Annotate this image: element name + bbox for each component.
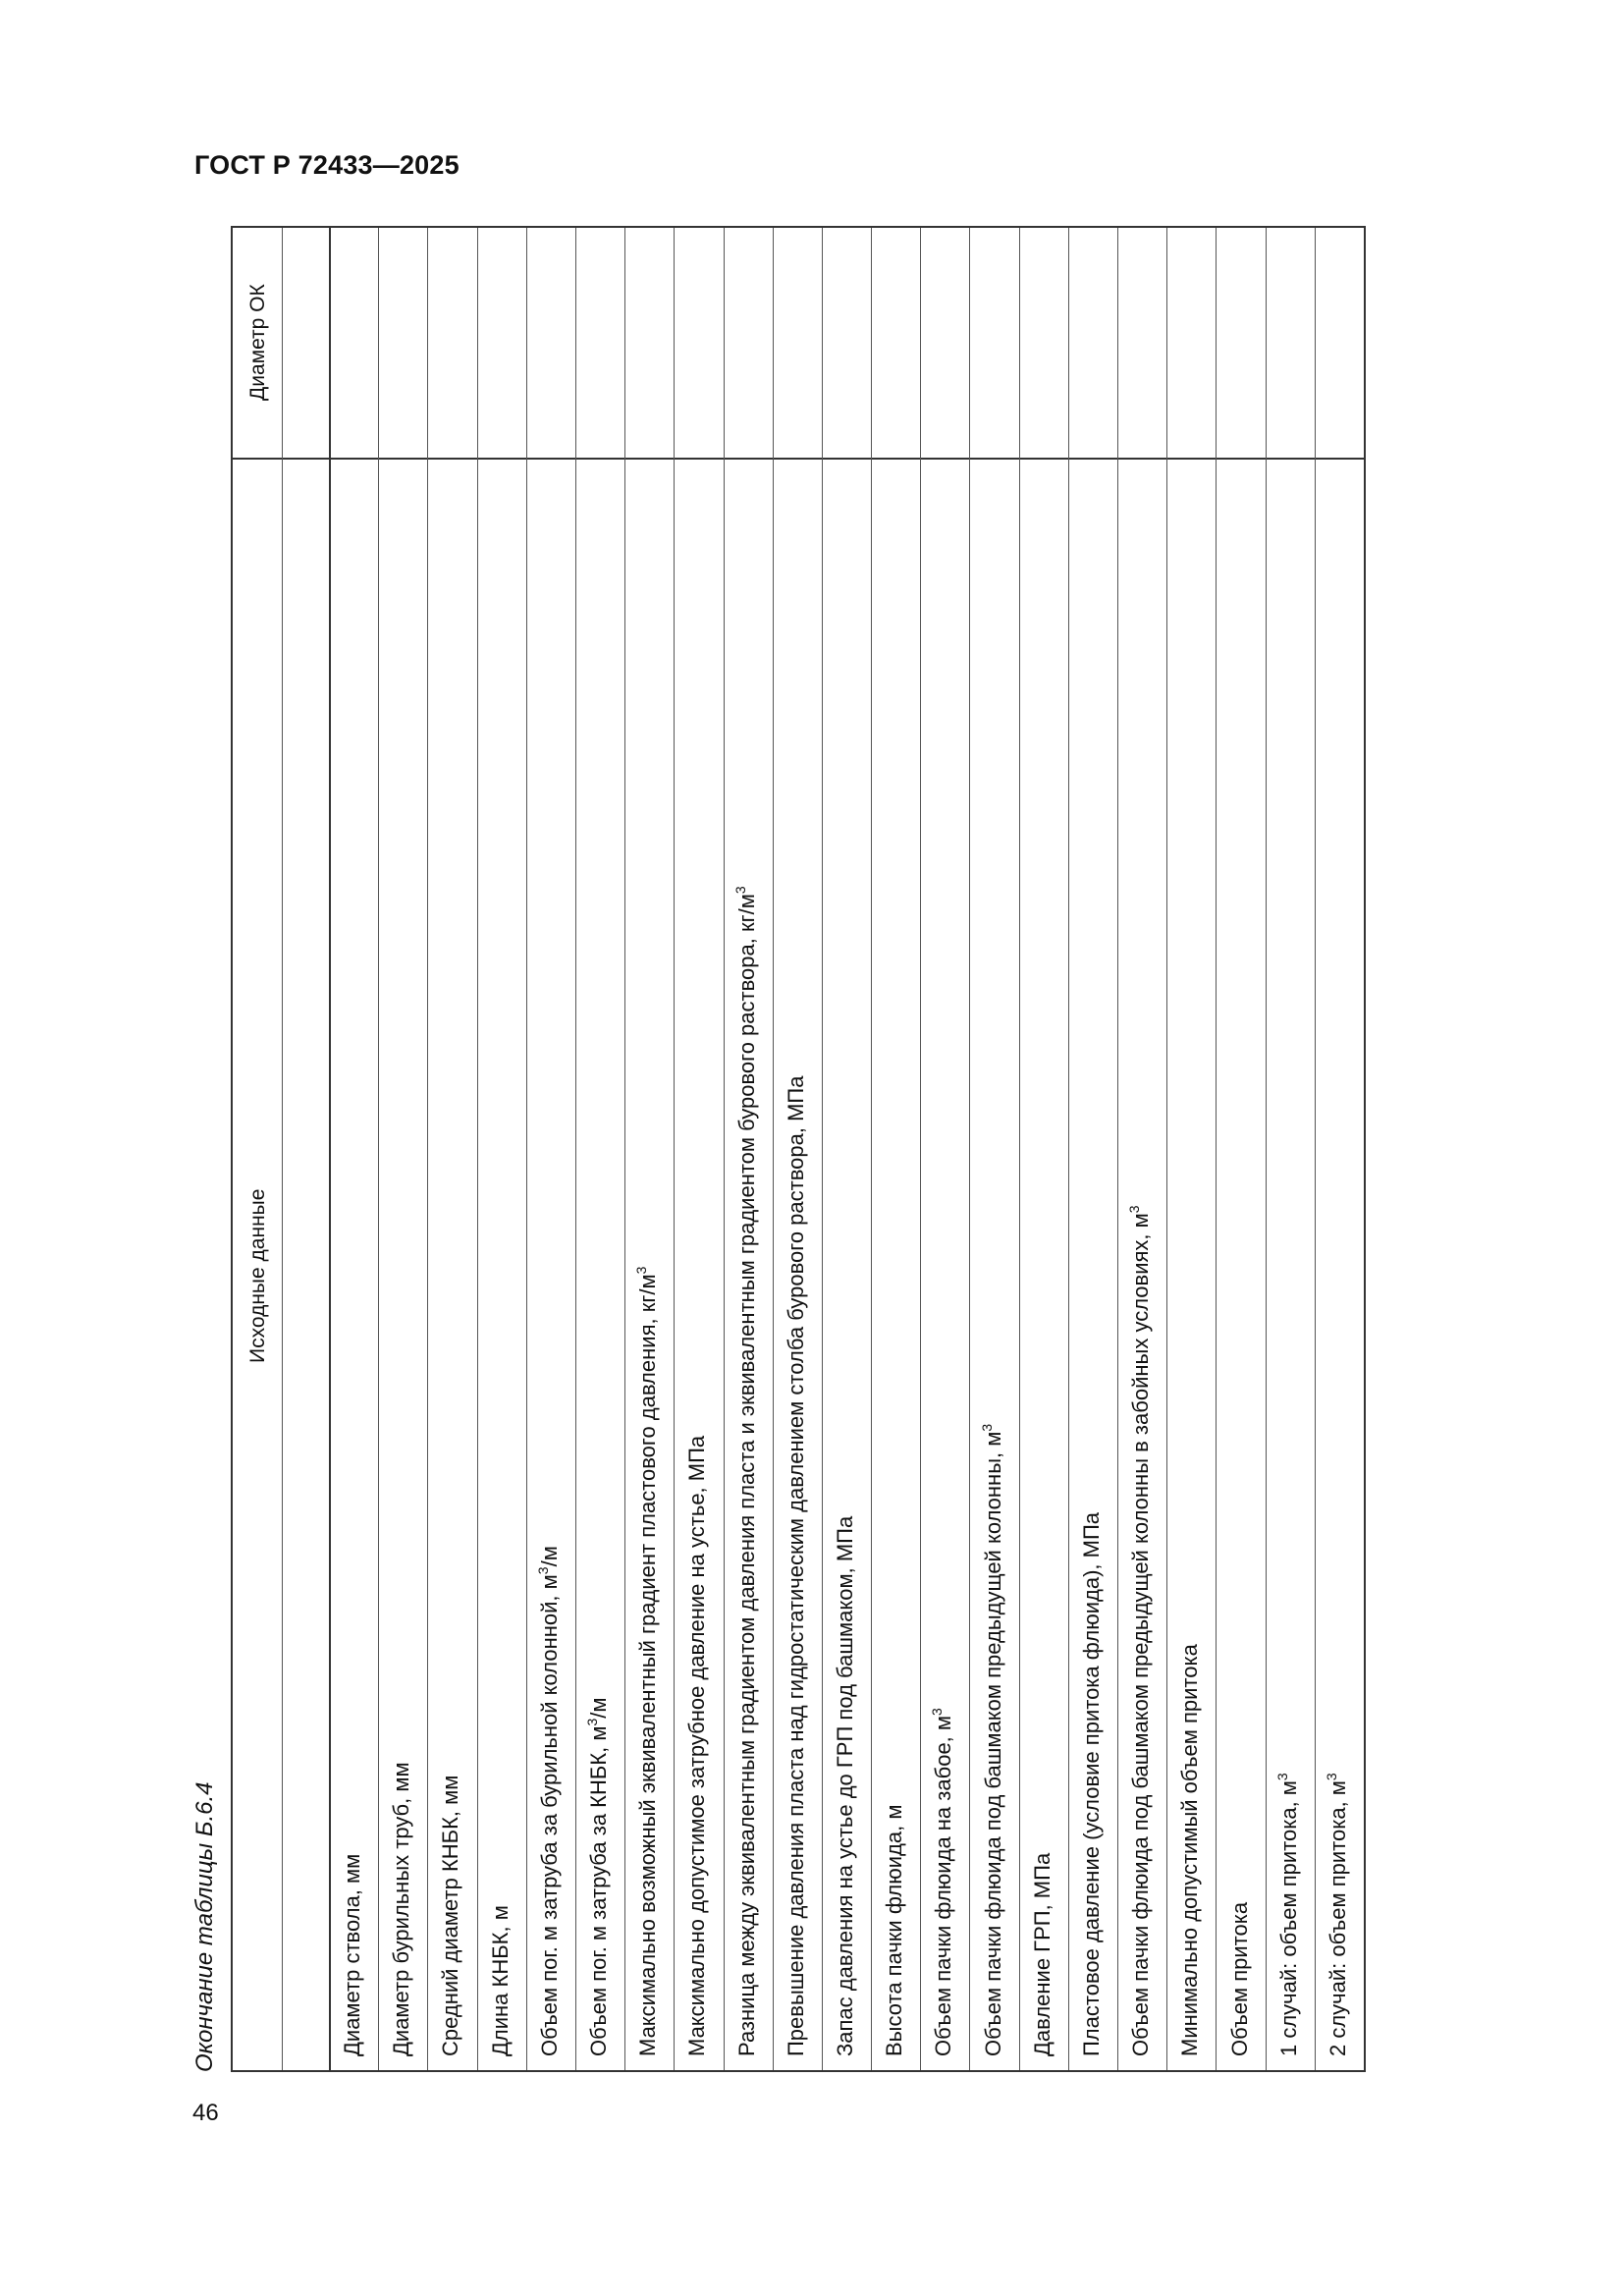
table-row-label [1030, 1853, 1055, 2056]
casing-diameter-value-cell [1068, 228, 1117, 459]
casing-diameter-value-cell [575, 228, 624, 459]
header-subdivider [282, 228, 283, 2070]
header-bottom-border [329, 228, 331, 2070]
row-divider [724, 228, 725, 2070]
casing-diameter-value-cell [822, 228, 871, 459]
row-unit-superscript: 3 [584, 1718, 601, 1726]
row-text: Минимально допустимый объем притока [1177, 1644, 1203, 2056]
row-unit-superscript: 3 [534, 1566, 551, 1575]
table-row-label [488, 1905, 514, 2056]
row-text: Диаметр ствола, мм [340, 1853, 365, 2056]
table-row-label [1128, 1205, 1154, 2056]
row-divider [575, 228, 576, 2070]
table-row-label [1273, 1773, 1302, 2056]
row-unit-superscript: 3 [929, 1708, 946, 1716]
casing-diameter-value-cell [477, 228, 526, 459]
row-text: Пластовое давление (условие притока флюида), МПа [1078, 1511, 1104, 2056]
row-divider [1068, 228, 1069, 2070]
table-row-label [340, 1854, 365, 2056]
casing-diameter-value-cell [624, 228, 674, 459]
data-table [231, 226, 1366, 2072]
table-row-label [931, 1708, 956, 2056]
table-row-label [684, 1436, 710, 2056]
casing-diameter-value-cell [1216, 228, 1265, 459]
casing-diameter-value-cell [969, 228, 1018, 459]
casing-diameter-value-cell [724, 228, 773, 459]
rotated-table-block [191, 226, 1370, 2072]
table-row-label [635, 1267, 661, 2056]
casing-diameter-value-cell [773, 228, 822, 459]
casing-diameter-value-cell [1019, 228, 1068, 459]
table-row-label [534, 1546, 563, 2056]
row-divider [378, 228, 379, 2070]
row-text: Разница между эквивалентным градиентом давления пласта и эквивалентным градиентом бурового раствора, кг/м [733, 894, 759, 2056]
row-unit-tail: /м [536, 1546, 562, 1567]
table-row-label [389, 1762, 414, 2056]
casing-diameter-value-cell [378, 228, 427, 459]
row-unit-superscript: 3 [1273, 1773, 1290, 1781]
row-divider [1266, 228, 1267, 2070]
row-divider [1166, 228, 1167, 2070]
row-divider [477, 228, 478, 2070]
row-divider [674, 228, 675, 2070]
table-row-label [1227, 1902, 1253, 2056]
row-divider [969, 228, 970, 2070]
row-divider [1315, 228, 1316, 2070]
table-caption: Окончание таблицы Б.6.4 [191, 1781, 218, 2072]
row-divider [1117, 228, 1118, 2070]
casing-diameter-value-cell [871, 228, 920, 459]
casing-diameter-value-cell [674, 228, 723, 459]
table-row-label [833, 1516, 858, 2056]
row-text: Запас давления на устье до ГРП под башмаком, МПа [833, 1515, 857, 2056]
row-divider [526, 228, 527, 2070]
row-text: Максимально допустимое затрубное давление на устье, МПа [684, 1435, 710, 2056]
row-text: Давление ГРП, МПа [1029, 1852, 1055, 2056]
row-unit-superscript: 3 [633, 1266, 650, 1275]
row-divider [1019, 228, 1020, 2070]
casing-diameter-value-cell [427, 228, 476, 459]
row-text: Объем пог. м затруба за КНБК, м [586, 1725, 612, 2056]
row-text: 1 случай: объем притока, м [1275, 1780, 1301, 2056]
casing-diameter-value-cell [526, 228, 575, 459]
table-row-label [978, 1423, 1006, 2056]
row-unit-superscript: 3 [978, 1423, 995, 1432]
row-text: Высота пачки флюида, м [882, 1804, 907, 2056]
row-divider [624, 228, 625, 2070]
row-unit-superscript: 3 [731, 886, 748, 895]
casing-diameter-value-cell [1315, 228, 1364, 459]
row-text: Диаметр бурильных труб, мм [389, 1762, 414, 2056]
table-row-label [731, 886, 760, 2056]
document-code-header: ГОСТ Р 72433—2025 [194, 150, 460, 180]
table-row-label [438, 1776, 463, 2056]
row-divider [871, 228, 872, 2070]
row-divider [920, 228, 921, 2070]
table-row-label [784, 1076, 809, 2056]
casing-diameter-value-cell [1117, 228, 1166, 459]
row-divider [427, 228, 428, 2070]
row-text: Превышение давления пласта над гидростатическим давлением столба бурового раствора, МПа [783, 1075, 808, 2056]
casing-diameter-value-cell [329, 228, 378, 459]
row-divider [1216, 228, 1217, 2070]
row-text: Максимально возможный эквивалентный градиент пластового давления, кг/м [635, 1274, 661, 2056]
row-text: Объем пог. м затруба за бурильной колонной, м [536, 1574, 562, 2056]
row-text: Объем пачки флюида под башмаком предыдущей колонны в забойных условиях, м [1128, 1213, 1154, 2056]
table-row-label [1325, 1773, 1351, 2056]
page-number: 46 [192, 2100, 219, 2126]
table-row-label [1177, 1644, 1203, 2056]
row-text: Объем пачки флюида на забое, м [931, 1715, 956, 2056]
row-text: Объем пачки флюида под башмаком предыдущей колонны, м [980, 1431, 1005, 2056]
casing-diameter-value-cell [920, 228, 969, 459]
table-row-label [1079, 1512, 1105, 2056]
row-text: Объем притока [1226, 1901, 1252, 2056]
row-unit-tail: /м [586, 1697, 612, 1719]
casing-header-subdivider [282, 228, 283, 460]
row-divider [773, 228, 774, 2070]
row-divider [822, 228, 823, 2070]
casing-diameter-value-cell [1266, 228, 1315, 459]
row-text: Средний диаметр КНБК, мм [438, 1775, 463, 2056]
column-header-source-data: Исходные данные [246, 1188, 269, 1363]
casing-diameter-value-cell [1166, 228, 1216, 459]
table-row-label [882, 1805, 907, 2056]
row-unit-superscript: 3 [1323, 1773, 1339, 1781]
row-text: Длина КНБК, м [487, 1905, 513, 2056]
row-unit-superscript: 3 [1126, 1205, 1143, 1214]
column-header-casing-diameter: Диаметр ОК [246, 284, 269, 401]
table-row-label [586, 1697, 612, 2056]
row-text: 2 случай: объем притока, м [1325, 1780, 1350, 2056]
